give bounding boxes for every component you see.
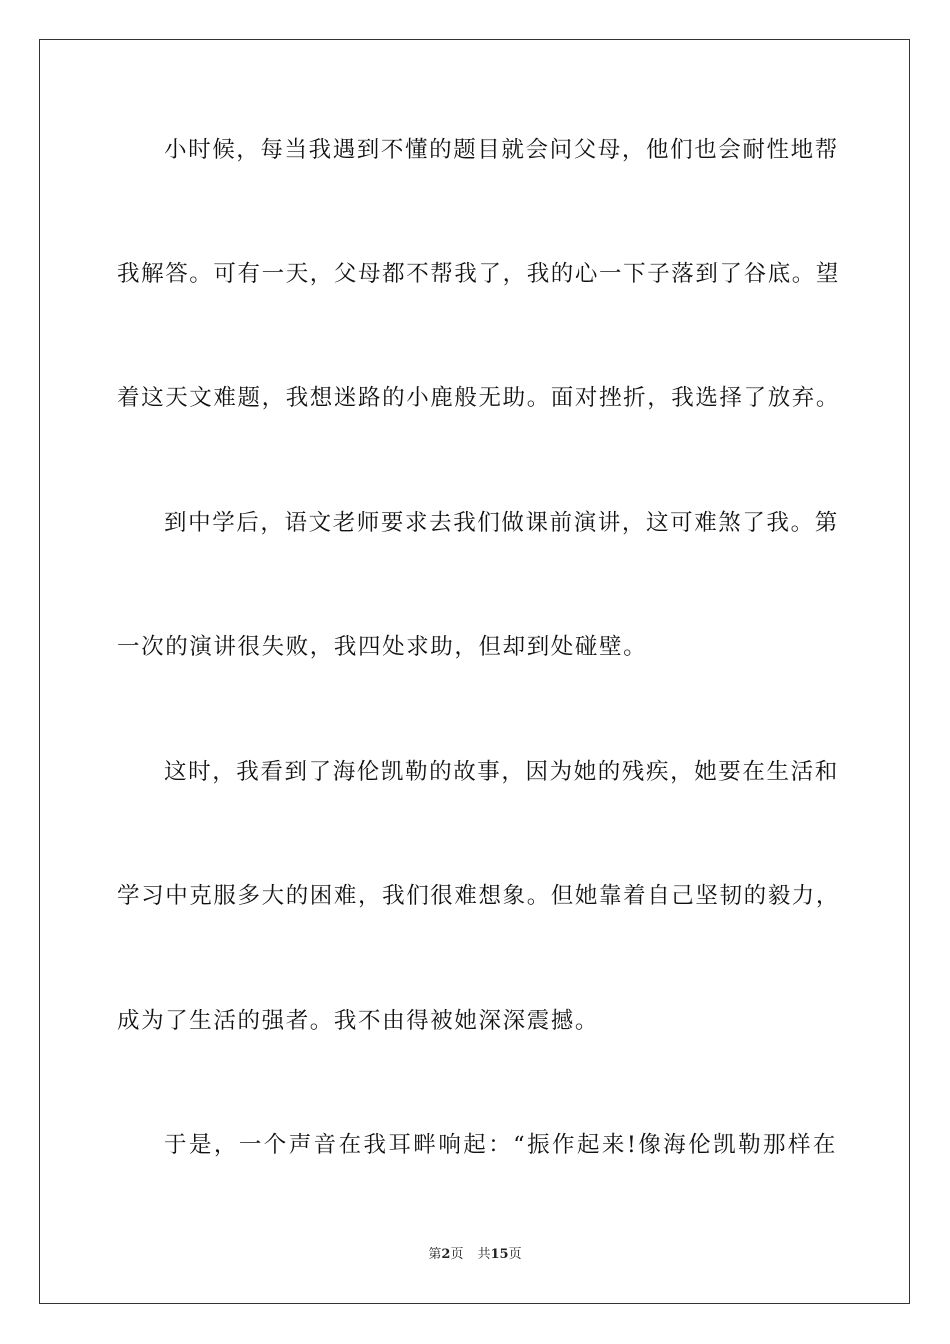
paragraph-3-line-3: 成为了生活的强者。我不由得被她深深震撼。 xyxy=(117,1008,600,1034)
page-footer xyxy=(0,1246,950,1264)
paragraph-2-line-2: 一次的演讲很失败，我四处求助，但却到处碰壁。 xyxy=(117,634,648,660)
paragraph-1-line-2: 我解答。可有一天，父母都不帮我了，我的心一下子落到了谷底。望 xyxy=(117,261,841,287)
paragraph-3-line-1: 这时，我看到了海伦凯勒的故事，因为她的残疾，她要在生活和 xyxy=(164,759,839,785)
footer-page-prefix: 第 xyxy=(428,1247,442,1262)
paragraph-3-line-2: 学习中克服多大的困难，我们很难想象。但她靠着自己坚韧的毅力， xyxy=(117,883,841,909)
paragraph-4-line-1: 于是，一个声音在我耳畔响起：“振作起来!像海伦凯勒那样在 xyxy=(164,1132,837,1158)
footer-page-suffix: 页 xyxy=(450,1247,464,1262)
footer-page-number: 2 xyxy=(441,1247,451,1262)
paragraph-2-line-1: 到中学后，语文老师要求去我们做课前演讲，这可难煞了我。第 xyxy=(164,510,839,536)
paragraph-1-line-3: 着这天文难题，我想迷路的小鹿般无助。面对挫折，我选择了放弃。 xyxy=(117,385,841,411)
footer-total-pages: 15 xyxy=(490,1247,509,1262)
footer-total-suffix: 页 xyxy=(508,1247,522,1262)
page-border xyxy=(39,39,910,1304)
paragraph-1-line-1: 小时候，每当我遇到不懂的题目就会问父母，他们也会耐性地帮 xyxy=(164,137,839,163)
footer-total-prefix: 共 xyxy=(477,1247,491,1262)
